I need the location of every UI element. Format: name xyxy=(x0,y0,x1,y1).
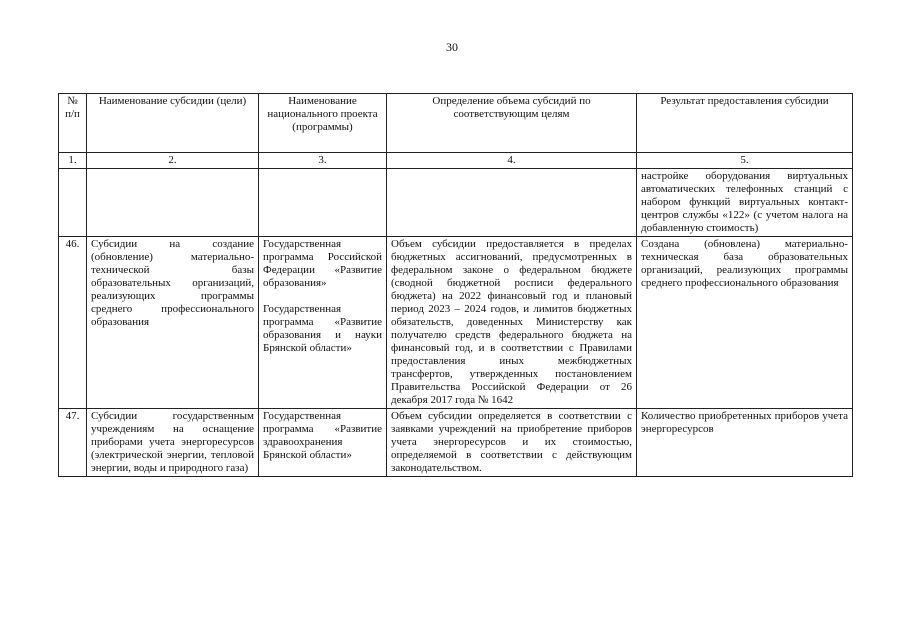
empty-cell xyxy=(259,169,387,237)
subsidy-table xyxy=(58,93,853,477)
subsidy-result: Количество приобретенных приборов учета энергоресурсов xyxy=(637,409,853,477)
page-number: 30 xyxy=(446,40,458,54)
column-number: 3. xyxy=(259,153,387,169)
volume-determination: Объем субсидии определяется в соответствии с заявками учреждений на приобретение приборов учета энергоресурсов и их стоимостью, определяемой в соответствии с действующим законодательством. xyxy=(387,409,637,477)
program-regional: Государственная программа «Развитие образования и науки Брянской области» xyxy=(263,303,382,354)
program-federal: Государственная программа Российской Федерации «Развитие образования» xyxy=(263,238,382,289)
empty-cell xyxy=(59,169,87,237)
national-project xyxy=(259,237,387,409)
column-number: 4. xyxy=(387,153,637,169)
header-volume-determination: Определение объема субсидий по соответствующим целям xyxy=(387,94,637,153)
header-row xyxy=(59,94,853,153)
header-national-project: Наименование национального проекта (программы) xyxy=(259,94,387,153)
column-number: 5. xyxy=(637,153,853,169)
continuation-result: настройке оборудования виртуальных автоматических телефонных станций с набором функций виртуальных контакт-центров службы «122» (с учетом налога на добавленную стоимость) xyxy=(637,169,853,237)
column-number: 2. xyxy=(87,153,259,169)
empty-cell xyxy=(87,169,259,237)
program-regional: Государственная программа «Развитие здравоохранения Брянской области» xyxy=(263,410,382,461)
header-number: № п/п xyxy=(59,94,87,153)
column-number-row xyxy=(59,153,853,169)
subsidy-name: Субсидии на создание (обновление) материально-технической базы образовательных организаций, реализующих программы среднего профессионального образования xyxy=(87,237,259,409)
continuation-row xyxy=(59,169,853,237)
header-subsidy-name: Наименование субсидии (цели) xyxy=(87,94,259,153)
column-number: 1. xyxy=(59,153,87,169)
header-result: Результат предоставления субсидии xyxy=(637,94,853,153)
table-row xyxy=(59,409,853,477)
row-number: 46. xyxy=(59,237,87,409)
national-project xyxy=(259,409,387,477)
volume-determination: Объем субсидии предоставляется в пределах бюджетных ассигнований, предусмотренных в федеральном законе о федеральном бюджете (сводной бюджетной росписи федерального бюджета) на 2022 финансовый год и плановый период 2023 – 2024 годов, и лимитов бюджетных обязательств, доведенных Министерству как получателю средств федерального бюджета на финансовый год, и в соответствии с Правилами предоставления иных межбюджетных трансфертов, утвержденных постановлением Правительства Российской Федерации от 26 декабря 2017 года № 1642 xyxy=(387,237,637,409)
empty-cell xyxy=(387,169,637,237)
table-row xyxy=(59,237,853,409)
subsidy-result: Создана (обновлена) материально-техническая база образовательных организаций, реализующих программы среднего профессионального образования xyxy=(637,237,853,409)
subsidy-name: Субсидии государственным учреждениям на оснащение приборами учета энергоресурсов (электрической энергии, тепловой энергии, воды и природного газа) xyxy=(87,409,259,477)
row-number: 47. xyxy=(59,409,87,477)
